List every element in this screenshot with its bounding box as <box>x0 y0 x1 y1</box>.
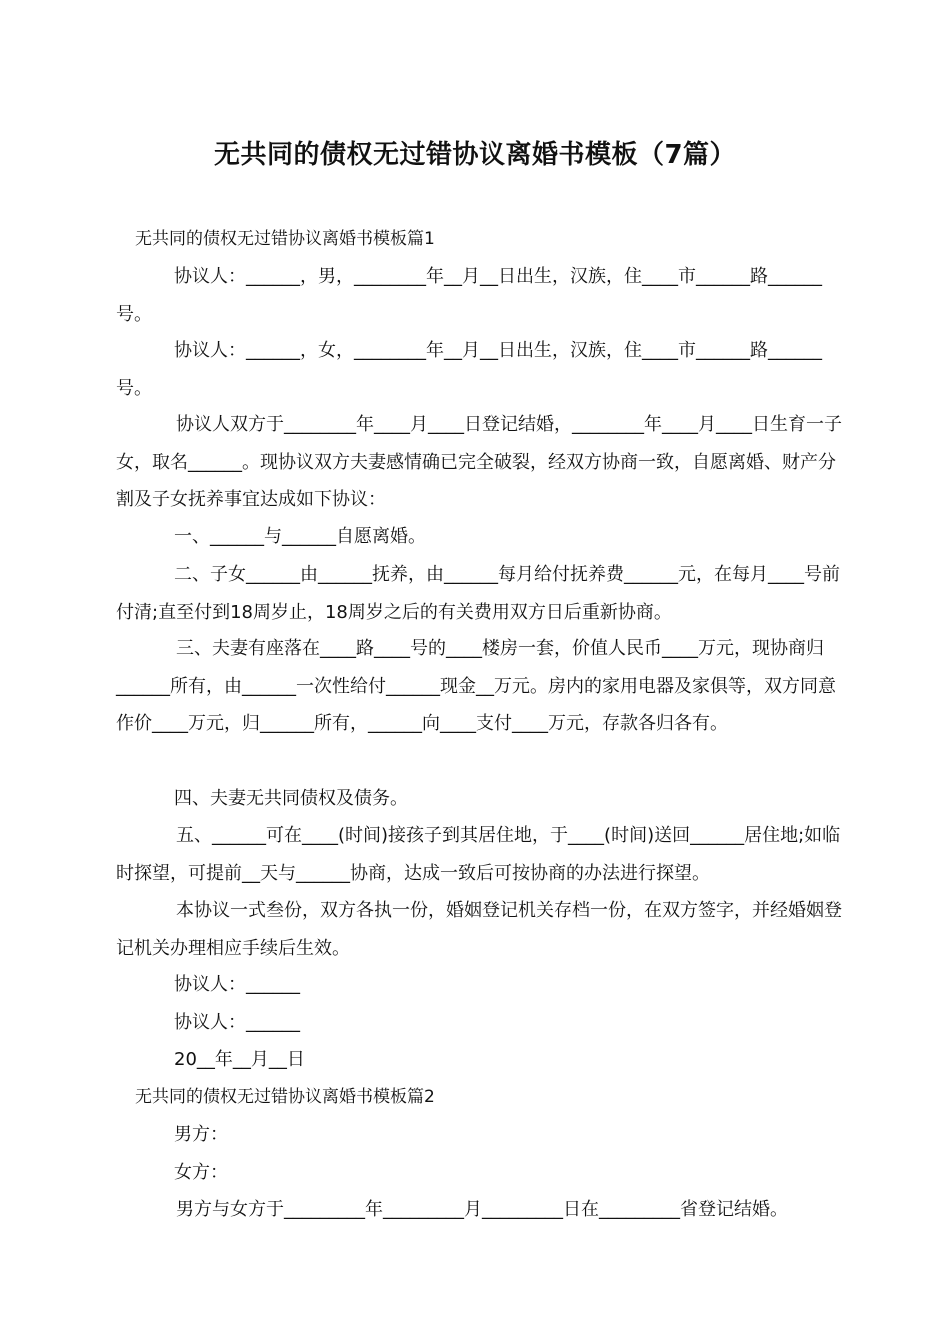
section-heading-1: 无共同的债权无过错协议离婚书模板篇1 <box>135 229 435 249</box>
marriage-registration-line: 男方与女方于_________年_________月_________日在_________省登记结婚。 <box>176 1199 788 1220</box>
clause-1: 一、______与______自愿离婚。 <box>174 526 426 547</box>
party-male-paragraph: 协议人：______，男，________年__月__日出生，汉族，住____市______路______号。 <box>116 266 822 325</box>
clause-2: 二、子女______由______抚养，由______每月给付抚养费______元，在每月____号前付清;直至付到18周岁止，18周岁之后的有关费用双方日后重新协商。 <box>116 564 840 623</box>
clause-3: 三、夫妻有座落在____路____号的____楼房一套，价值人民币____万元，现协商归______所有，由______一次性给付______现金__万元。房内的家用电器及家俱等，双方同意作价____万元，归______所有，______向____支付____万元，存款各归各有。 <box>116 638 836 734</box>
effect-paragraph: 本协议一式叁份，双方各执一份，婚姻登记机关存档一份，在双方签字，并经婚姻登记机关办理相应手续后生效。 <box>116 900 842 959</box>
date-line: 20__年__月__日 <box>174 1049 305 1070</box>
clause-5: 五、______可在____(时间)接孩子到其居住地，于____(时间)送回______居住地;如临时探望，可提前__天与______协商，达成一致后可按协商的办法进行探望。 <box>116 825 841 884</box>
section-heading-2: 无共同的债权无过错协议离婚书模板篇2 <box>135 1087 435 1107</box>
intro-paragraph: 协议人双方于________年____月____日登记结婚，________年____月____日生育一子女，取名______。现协议双方夫妻感情确已完全破裂，经双方协商一致，自愿离婚、财产分割及子女抚养事宜达成如下协议： <box>116 414 842 510</box>
party-female-paragraph: 协议人：______，女，________年__月__日出生，汉族，住____市______路______号。 <box>116 340 822 399</box>
male-party-line: 男方： <box>174 1124 228 1145</box>
signature-line-2: 协议人：______ <box>174 1012 300 1033</box>
document-title: 无共同的债权无过错协议离婚书模板（7篇） <box>213 140 737 170</box>
signature-line-1: 协议人：______ <box>174 974 300 995</box>
female-party-line: 女方： <box>174 1162 228 1183</box>
clause-4: 四、夫妻无共同债权及债务。 <box>174 788 408 809</box>
